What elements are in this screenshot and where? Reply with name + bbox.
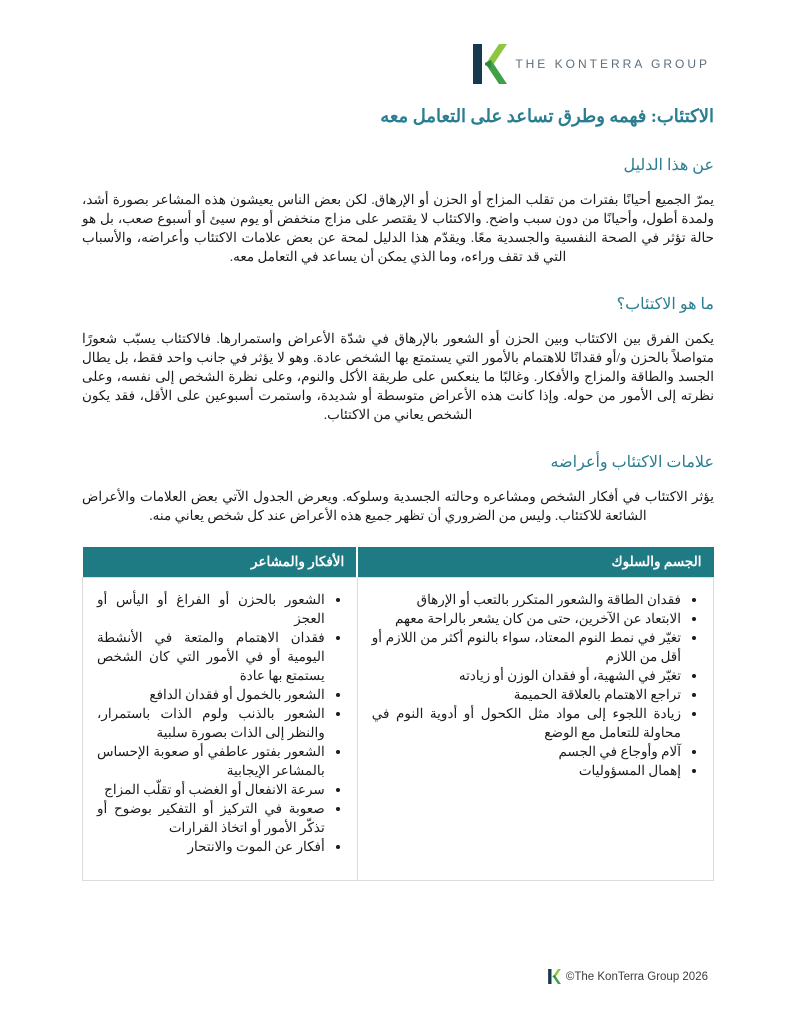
list-item: • الابتعاد عن الآخرين، حتى من كان يشعر بالراحة معهم [370,609,681,628]
cell-thoughts-feelings [83,578,358,881]
copyright-text: ©The KonTerra Group 2026 [565,970,708,983]
list-item: • آلام وأوجاع في الجسم [370,742,681,761]
cell-body-behavior [357,578,713,881]
section-heading-about-guide: عن هذا الدليل [623,157,714,174]
list-item: • تغيّر في نمط النوم المعتاد، سواء بالنوم أكثر من اللازم أو أقل من اللازم [370,628,681,666]
list-item: • تراجع الاهتمام بالعلاقة الحميمة [370,685,681,704]
list-item: • الشعور بالحزن أو الفراغ أو اليأس أو العجز [95,590,325,628]
list-item: • الشعور بفتور عاطفي أو صعوبة الإحساس بالمشاعر الإيجابية [95,742,325,780]
list-item: • تغيّر في الشهية، أو فقدان الوزن أو زيادته [370,666,681,685]
logo-text: THE KONTERRA GROUP [515,57,710,71]
footer-konterra-k-icon [548,969,561,984]
header [0,0,796,84]
konterra-k-icon [473,44,507,84]
section-body-signs-symptoms: يؤثر الاكتئاب في أفكار الشخص ومشاعره وحالته الجسدية وسلوكه. ويعرض الجدول الآتي بعض العلامات والأعراض الشائعة للاكتئاب. وليس من الضروري أن تظهر جميع هذه الأعراض عند كل شخص يعاني منه. [82,489,714,523]
column-header-thoughts-feelings: الأفكار والمشاعر [83,547,358,578]
list-item: • سرعة الانفعال أو الغضب أو تقلّب المزاج [95,780,325,799]
list-item: • الشعور بالذنب ولوم الذات باستمرار، والنظر إلى الذات بصورة سلبية [95,704,325,742]
section-heading-signs-symptoms: علامات الاكتئاب وأعراضه [550,454,714,471]
list-item: • فقدان الطاقة والشعور المتكرر بالتعب أو الإرهاق [370,590,681,609]
page-title: الاكتئاب: فهمه وطرق تساعد على التعامل معه [380,106,714,126]
list-item: • فقدان الاهتمام والمتعة في الأنشطة اليومية أو في الأمور التي كان الشخص يستمتع بها عادة [95,628,325,685]
konterra-logo [473,44,710,84]
section-about-guide [82,155,714,266]
list-item: • صعوبة في التركيز أو التفكير بوضوح أو تذكّر الأمور أو اتخاذ القرارات [95,799,325,837]
list-item: • أفكار عن الموت والانتحار [95,837,325,856]
footer [548,969,708,984]
document-content [0,106,796,881]
list-item: • زيادة اللجوء إلى مواد مثل الكحول أو أدوية النوم في محاولة للتعامل مع الوضع [370,704,681,742]
section-body-about-guide: يمرّ الجميع أحيانًا بفترات من تقلب المزاج أو الحزن أو الإرهاق. لكن بعض الناس يعيشون هذه المشاعر بصورة أشد، ولمدة أطول، وأحيانًا من دون سبب واضح. والاكتئاب لا يقتصر على مزاج منخفض أو يوم سيئ أو أسبوع صعب، بل هو حالة تؤثر في الصحة النفسية والجسدية معًا. ويقدّم هذا الدليل لمحة عن بعض علامات الاكتئاب وأعراضه، والأسباب التي قد تقف وراءه، وما الذي يمكن أن يساعد في التعامل معه. [82,192,714,264]
symptoms-table-header-row [83,547,714,578]
symptoms-table [82,547,714,881]
section-signs-symptoms [82,452,714,525]
body-behavior-list [364,590,707,780]
symptoms-table-body-row [83,578,714,881]
section-what-is-depression [82,294,714,424]
list-item: • الشعور بالخمول أو فقدان الدافع [95,685,325,704]
section-heading-what-is-depression: ما هو الاكتئاب؟ [616,296,714,313]
column-header-body-behavior: الجسم والسلوك [357,547,713,578]
list-item: • إهمال المسؤوليات [370,761,681,780]
section-body-what-is-depression: يكمن الفرق بين الاكتئاب وبين الحزن أو الشعور بالإرهاق في شدّة الأعراض واستمرارها. فالاكتئاب يسبّب شعورًا متواصلاً بالحزن و/أو فقدانًا للاهتمام بالأمور التي يستمتع بها الشخص عادة. وهو لا يؤثر في جانب واحد فقط، بل يطال الجسد والطاقة والمزاج والأفكار. وغالبًا ما ينعكس على طريقة الأكل والنوم، وعلى نظرة الشخص إلى نفسه، وعلى نظرته إلى الأمور من حوله. وإذا كانت هذه الأعراض متوسطة أو شديدة، واستمرت أسبوعين على الأقل، فقد يكون الشخص يعاني من الاكتئاب. [82,331,714,422]
thoughts-feelings-list [89,590,351,856]
